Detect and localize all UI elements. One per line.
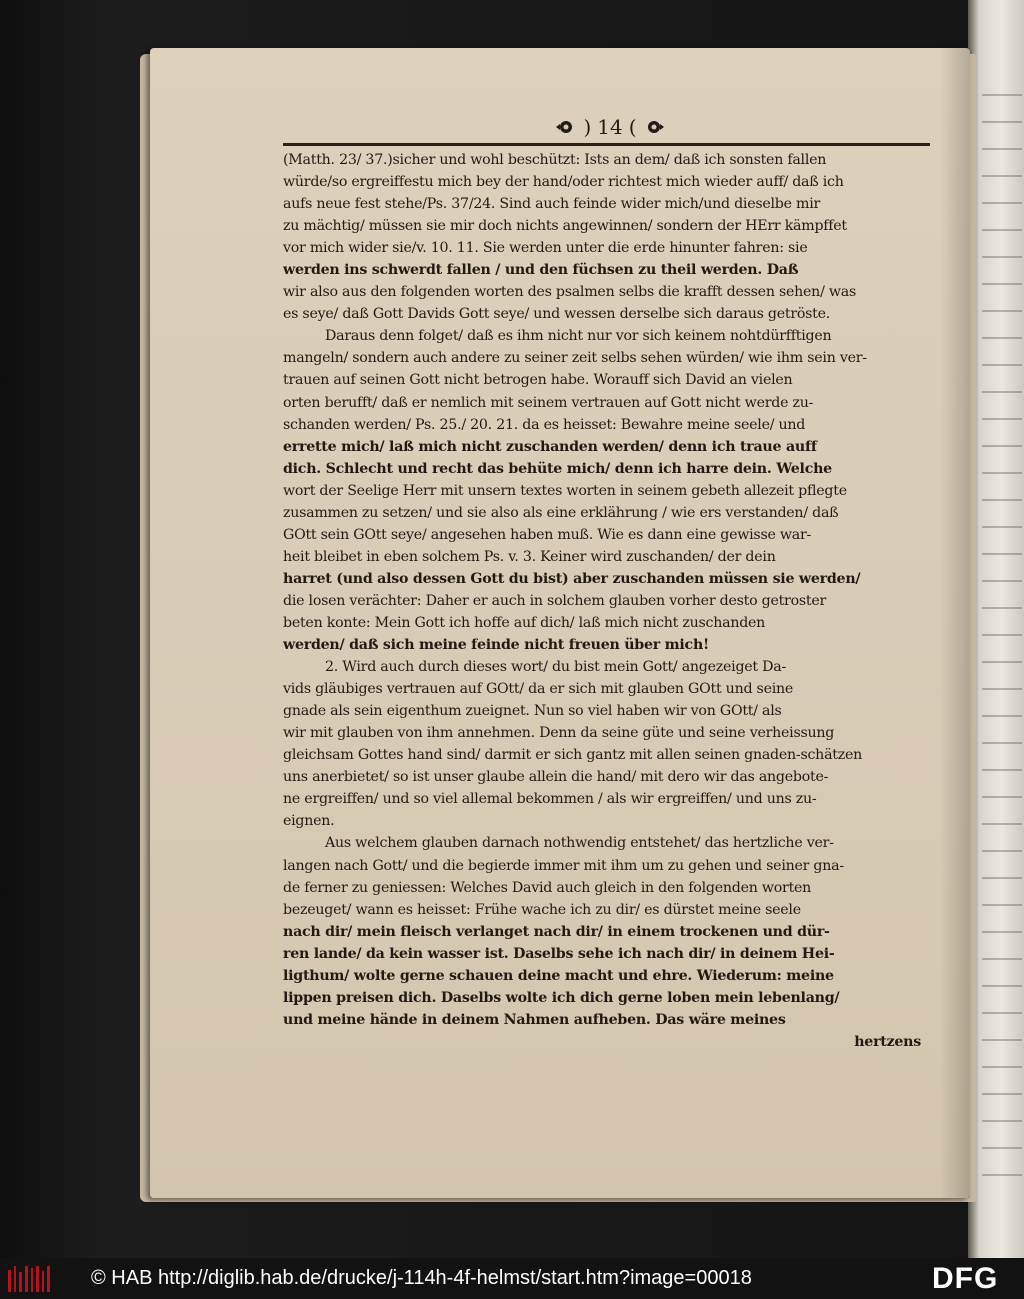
hab-logo-icon [8, 1266, 50, 1292]
text-line: 2. Wird auch durch dieses wort/ du bist mein Gott/ angezeiget Da- [325, 659, 787, 676]
page-number-open: ) [583, 115, 592, 139]
text-line: uns anerbietet/ so ist unser glaube allein die hand/ mit dero wir das angebote- [283, 769, 829, 786]
text-line: mangeln/ sondern auch andere zu seiner zeit selbs sehen würden/ wie ihm sein ver- [283, 350, 867, 367]
text-line: dich. Schlecht und recht das behüte mich/ denn ich harre dein. Welche [283, 460, 832, 477]
text-line: GOtt sein GOtt seye/ angesehen haben muß. Wie es dann eine gewisse war- [283, 526, 812, 543]
copyright-url[interactable]: © HAB http://diglib.hab.de/drucke/j-114h-4f-helmst/start.htm?image=00018 [91, 1267, 752, 1289]
ornament-left-icon [555, 118, 577, 136]
text-line: eignen. [283, 813, 335, 830]
page-header [540, 114, 680, 140]
text-line: die losen verächter: Daher er auch in solchem glauben vorher desto getroster [283, 592, 827, 609]
text-line: langen nach Gott/ und die begierde immer mit ihm um zu gehen und seiner gna- [283, 857, 844, 874]
text-line: de ferner zu geniessen: Welches David auch gleich in den folgenden worten [283, 879, 812, 896]
text-line: wort der Seelige Herr mit unsern textes worten in seinem gebeth allezeit pflegte [283, 482, 847, 499]
text-line: es seye/ daß Gott Davids Gott seye/ und wessen derselbe sich daraus getröste. [283, 306, 831, 323]
text-line: gleichsam Gottes hand sind/ darmit er sich gantz mit allen seinen gnaden-schätzen [283, 747, 862, 764]
text-line: harret (und also dessen Gott du bist) aber zuschanden müssen sie werden/ [283, 570, 861, 587]
bleed-through [300, 1083, 780, 1123]
text-line: heit bleibet in eben solchem Ps. v. 3. Keiner wird zuschanden/ der dein [283, 548, 776, 565]
text-line: bezeuget/ wann es heisset: Frühe wache ich zu dir/ es dürstet meine seele [283, 901, 801, 918]
text-line: zusammen zu setzen/ und sie also als eine erklährung / wie ers verstanden/ daß [283, 504, 839, 521]
dfg-logo: DFG [932, 1262, 999, 1295]
text-line: trauen auf seinen Gott nicht betrogen habe. Worauff sich David an vielen [283, 372, 793, 389]
text-line: ne ergreiffen/ und so viel allemal bekommen / als wir ergreiffen/ und uns zu- [283, 791, 817, 808]
text-line: Daraus denn folget/ daß es ihm nicht nur vor sich keinem nohtdürfftigen [325, 328, 832, 345]
text-line: (Matth. 23/ 37.)sicher und wohl beschützt: Ists an dem/ daß ich sonsten fallen [283, 152, 827, 168]
viewer-footer [0, 1258, 1024, 1299]
text-line: aufs neue fest stehe/Ps. 37/24. Sind auch feinde wider mich/und dieselbe mir [283, 196, 821, 213]
facing-page-edge [968, 0, 1024, 1258]
text-line: werden ins schwerdt fallen / und den füchsen zu theil werden. Daß [283, 262, 799, 279]
text-line: vor mich wider sie/v. 10. 11. Sie werden unter die erde hinunter fahren: sie [283, 240, 808, 257]
text-line: wir mit glauben von ihm annehmen. Denn da seine güte und seine verheissung [283, 725, 835, 742]
text-line: ligthum/ wolte gerne schauen deine macht und ehre. Wiederum: meine [283, 967, 834, 984]
header-rule [283, 143, 930, 146]
page-gutter-shadow [940, 48, 970, 1198]
text-line: ren lande/ da kein wasser ist. Daselbs sehe ich nach dir/ in deinem Hei- [283, 945, 835, 962]
text-line: vids gläubiges vertrauen auf GOtt/ da er sich mit glauben GOtt und seine [283, 681, 794, 698]
text-line: würde/so ergreiffestu mich bey der hand/oder richtest mich wieder auff/ daß ich [283, 174, 844, 191]
ornament-right-icon [643, 118, 665, 136]
text-line: wir also aus den folgenden worten des psalmen selbs die krafft dessen sehen/ was [283, 284, 856, 301]
page-body-text [283, 149, 933, 1053]
catchword: hertzens [854, 1033, 921, 1050]
text-line: lippen preisen dich. Daselbs wolte ich dich gerne loben mein lebenlang/ [283, 989, 840, 1006]
text-line: schanden werden/ Ps. 25./ 20. 21. da es heisset: Bewahre meine seele/ und [283, 416, 806, 433]
text-line: beten konte: Mein Gott ich hoffe auf dich/ laß mich nicht zuschanden [283, 614, 766, 631]
page-number: 14 [597, 115, 623, 139]
text-line: orten berufft/ daß er nemlich mit seinem vertrauen auf Gott nicht werde zu- [283, 394, 814, 411]
text-line: zu mächtig/ müssen sie mir doch nichts angewinnen/ sondern der HErr kämpffet [283, 218, 847, 235]
text-line: gnade als sein eigenthum zueignet. Nun so viel haben wir von GOtt/ als [283, 703, 782, 720]
text-line: nach dir/ mein fleisch verlanget nach dir/ in einem trockenen und dür- [283, 923, 830, 940]
text-line: errette mich/ laß mich nicht zuschanden werden/ denn ich traue auff [283, 438, 817, 455]
text-line: Aus welchem glauben darnach nothwendig entstehet/ das hertzliche ver- [325, 835, 834, 852]
page-number-close: ( [628, 115, 637, 139]
text-line: und meine hände in deinem Nahmen aufheben. Das wäre meines [283, 1011, 786, 1028]
text-line: werden/ daß sich meine feinde nicht freuen über mich! [283, 637, 709, 654]
